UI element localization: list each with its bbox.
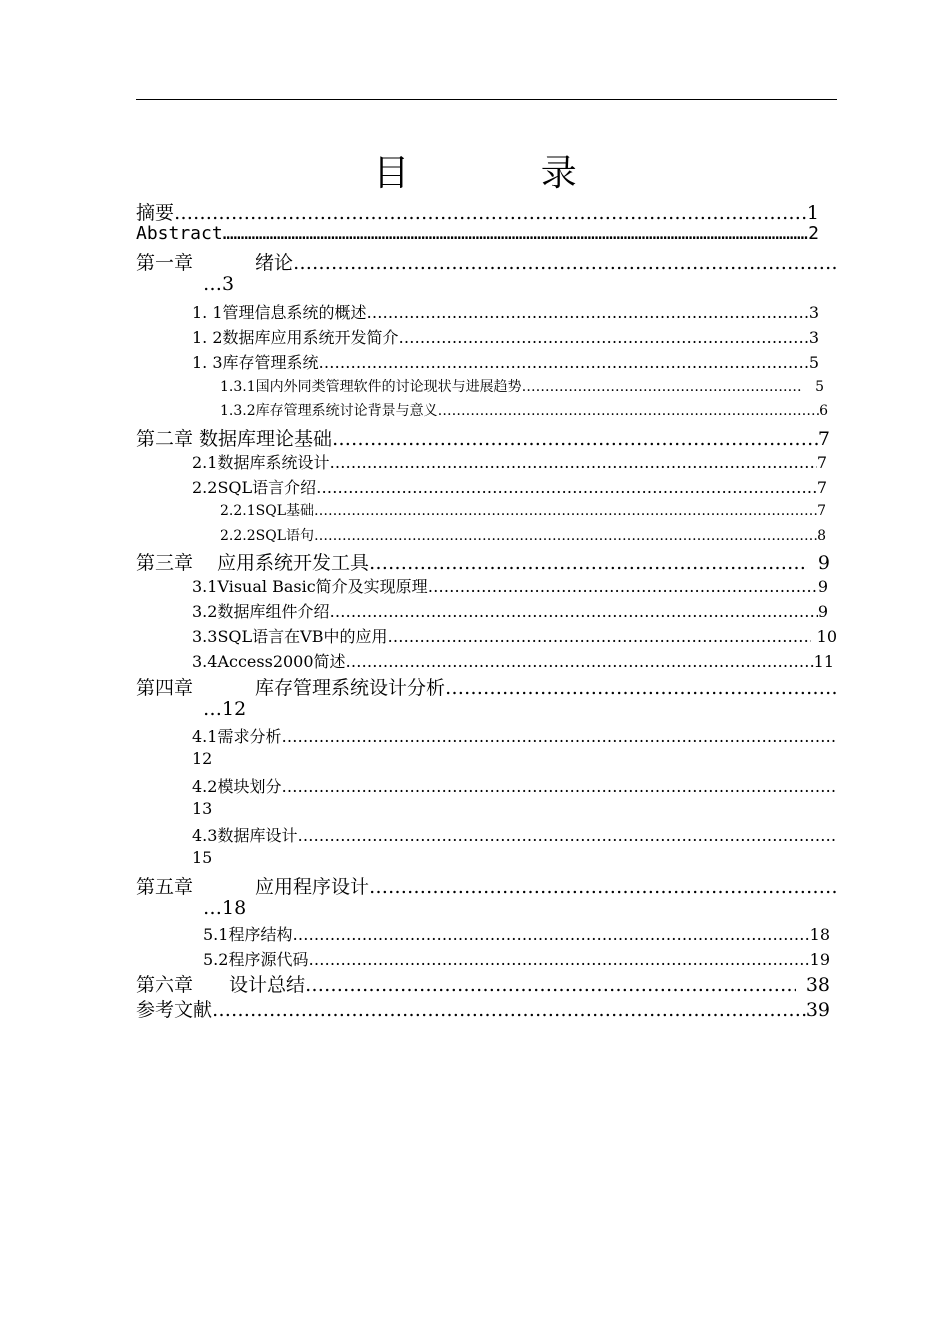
toc-leader [387,627,810,646]
toc-leader [367,303,809,322]
toc-label: 2.2.1SQL基础 [220,503,314,519]
toc-entry-chapter-5[interactable] [136,872,837,899]
toc-entry-4-1[interactable] [192,724,837,747]
toc-leader [305,974,796,996]
toc-entry-chapter-3[interactable] [136,548,830,575]
toc-page: 11 [813,652,834,671]
toc-entry-chapter-6[interactable] [136,970,830,997]
toc-leader [445,677,837,699]
toc-label: 3.3SQL语言在VB中的应用 [192,627,388,646]
toc-leader [293,252,837,274]
toc-leader [281,777,837,796]
toc-entry-5-2[interactable] [203,947,830,970]
toc-label [136,673,445,700]
chapter-title: 库存管理系统设计分析 [255,677,446,699]
toc-label: 摘要 [136,202,175,224]
toc-entry-3-1[interactable] [192,574,828,597]
chapter-number: 第一章 [136,252,194,274]
toc-label: 1. 2数据库应用系统开发简介 [192,328,399,347]
toc-page: 8 [817,528,826,544]
toc-leader [314,528,817,544]
chapter-number: 第三章 [136,552,194,574]
toc-entry-1-3[interactable] [192,350,819,373]
toc-label [136,970,305,997]
toc-label: 2.1数据库系统设计 [192,453,330,472]
toc-page: 38 [805,974,830,996]
toc-leader [308,950,809,969]
toc-page: 9 [817,552,830,574]
toc-entry-3-4[interactable] [192,649,834,672]
chapter-number: 第五章 [136,876,194,898]
toc-entry-5-1[interactable] [203,922,830,945]
toc-label: 3.4Access2000简述 [192,652,346,671]
toc-page: 6 [819,403,828,419]
chapter-title: 绪论 [255,252,294,274]
toc-page: 3 [808,303,819,322]
toc-page: 2 [808,223,819,244]
toc-page: 7 [817,428,830,450]
toc-label: 5.1程序结构 [203,925,293,944]
toc-page: 10 [816,627,837,646]
toc-entry-1-1[interactable] [192,300,819,323]
toc-leader [329,602,817,621]
toc-label: 4.3数据库设计 [192,826,298,845]
toc-leader [281,727,837,746]
toc-label: 2.2.2SQL语句 [220,528,314,544]
toc-page: 7 [817,503,826,519]
toc-page: 39 [805,999,830,1021]
toc-label [136,548,369,575]
toc-label: 3.2数据库组件介绍 [192,602,330,621]
toc-page: 7 [816,453,827,472]
chapter-title: 应用程序设计 [255,876,370,898]
chapter-title: 设计总结 [229,974,306,996]
toc-label: 4.2模块划分 [192,777,282,796]
toc-entry-chapter-2[interactable] [136,424,830,451]
toc-leader [346,652,814,671]
toc-page: 1 [806,202,819,224]
toc-leader [316,478,817,497]
toc-page: 9 [817,577,828,596]
toc-leader [292,925,809,944]
toc-label: 4.1需求分析 [192,727,282,746]
toc-leader [174,202,807,224]
toc-leader [329,453,816,472]
toc-page: 9 [817,602,828,621]
toc-label: Abstract [136,223,223,244]
toc-page: …12 [203,698,247,720]
toc-leader [399,328,809,347]
toc-entry-1-3-2[interactable] [220,400,828,420]
toc-entry-chapter-4[interactable] [136,673,837,700]
chapter-number: 第四章 [136,677,194,699]
toc-leader [319,353,809,372]
toc-label: 2.2SQL语言介绍 [192,478,317,497]
toc-page: 12 [192,749,213,768]
toc-leader [369,552,808,574]
toc-entry-2-2-2[interactable] [220,525,826,545]
toc-label: 第二章 数据库理论基础 [136,428,333,450]
toc-entry-1-3-1[interactable] [220,376,824,396]
toc-leader [212,999,806,1021]
toc-label: 1. 1管理信息系统的概述 [192,303,367,322]
toc-page: 5 [815,379,824,395]
toc-entry-3-2[interactable] [192,599,828,622]
toc-label: 3.1Visual Basic简介及实现原理 [192,577,428,596]
toc-page: 7 [816,478,827,497]
toc-label [136,248,293,275]
toc-entry-2-2[interactable] [192,475,827,498]
toc-entry-3-3[interactable] [192,624,837,647]
toc-entry-abstract-cn[interactable] [136,198,819,225]
toc-entry-references[interactable] [136,995,830,1022]
toc-page: 18 [809,925,830,944]
toc-leader [428,577,818,596]
chapter-title: 应用系统开发工具 [217,552,370,574]
toc-page: 5 [808,353,819,372]
chapter-number: 第六章 [136,974,194,996]
toc-page: 15 [192,848,213,867]
toc-leader [369,876,837,898]
toc-leader [438,403,819,419]
toc-leader [297,826,837,845]
toc-page: …18 [203,897,247,919]
toc-entry-chapter-1[interactable] [136,248,837,275]
toc-label: 5.2程序源代码 [203,950,309,969]
toc-entry-1-2[interactable] [192,325,819,348]
toc-page: 19 [809,950,830,969]
toc-label: 参考文献 [136,999,213,1021]
page-title: 目 录 [373,153,637,194]
toc-page: 13 [192,799,213,818]
toc-leader [522,379,801,395]
toc-leader [332,428,818,450]
toc-label [136,872,369,899]
toc-label: 1.3.2库存管理系统讨论背景与意义 [220,403,438,419]
toc-page: …3 [203,273,235,295]
toc-label: 1. 3库存管理系统 [192,353,319,372]
toc-page: 3 [808,328,819,347]
toc-entry-2-1[interactable] [192,450,827,473]
toc-leader [314,503,817,519]
toc-entry-4-3[interactable] [192,823,837,846]
toc-entry-4-2[interactable] [192,774,837,797]
toc-leader [223,223,808,244]
toc-label: 1.3.1国内外同类管理软件的讨论现状与进展趋势 [220,379,522,395]
toc-entry-abstract-en[interactable] [136,223,819,244]
toc-entry-2-2-1[interactable] [220,500,826,520]
